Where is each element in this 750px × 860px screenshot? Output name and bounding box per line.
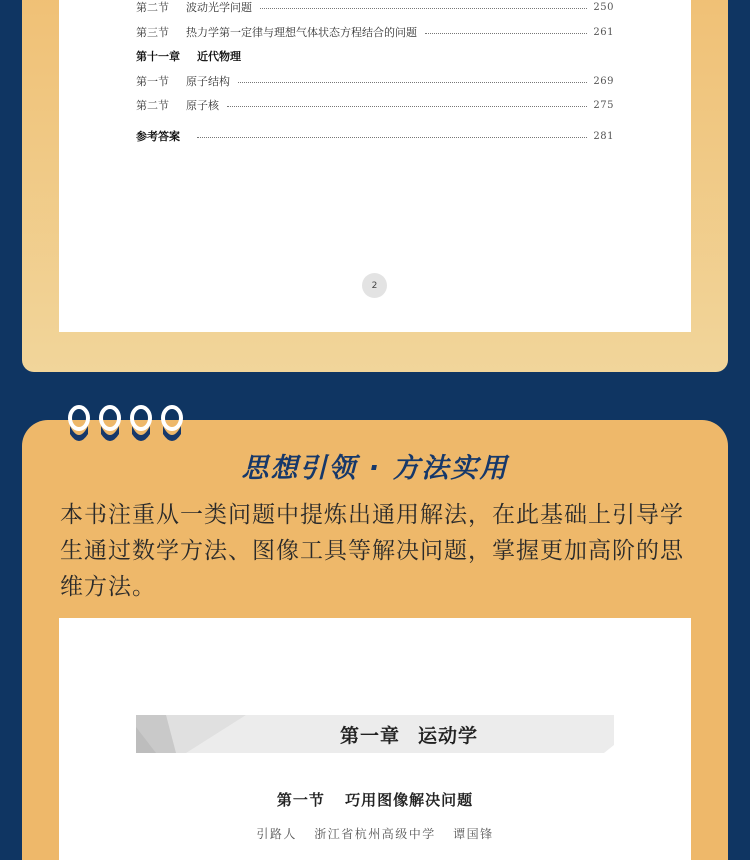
sample-page (59, 618, 691, 860)
toc-leader-dots (227, 106, 587, 107)
toc-page (59, 0, 691, 332)
section-label: 第一节 (276, 791, 325, 809)
section-heading (59, 789, 691, 810)
toc-section: 第二节 (136, 99, 169, 112)
chapter-title: 运动学 (418, 724, 479, 747)
toc-section: 第二节 (136, 1, 169, 14)
toc-entry (136, 73, 614, 89)
toc-leader-dots (197, 137, 587, 138)
toc-title: 原子核 (186, 99, 219, 112)
feature-description: 本书注重从一类问题中提炼出通用解法，在此基础上引导学生通过数学方法、图像工具等解决问题，掌握更加高阶的思维方法。 (60, 502, 684, 600)
toc-leader-dots (425, 33, 587, 34)
toc-page-ref: 261 (593, 26, 614, 38)
byline-role: 引路人 (256, 827, 297, 841)
toc-title: 热力学第一定律与理想气体状态方程结合的问题 (186, 26, 417, 39)
toc-page-ref: 269 (593, 75, 614, 87)
toc-entry (136, 97, 614, 113)
toc-section: 第一节 (136, 75, 169, 88)
toc-entry (136, 0, 614, 15)
feature-headline: 思想引领 · 方法实用 (241, 453, 509, 484)
chapter-label: 第一章 (339, 724, 400, 747)
toc-leader-dots (238, 82, 587, 83)
page-number-badge: 2 (362, 273, 387, 298)
toc-page-ref: 281 (593, 130, 614, 142)
toc-chapter-entry (136, 48, 614, 64)
toc-chapter-title: 近代物理 (197, 50, 241, 63)
toc-page-ref: 250 (593, 1, 614, 13)
byline-affiliation: 浙江省杭州高级中学 (314, 827, 436, 841)
toc-panel (22, 0, 728, 372)
toc-chapter-label: 第十一章 (136, 50, 180, 63)
toc-page-ref: 275 (593, 99, 614, 111)
toc-leader-dots (260, 8, 587, 9)
chapter-heading (239, 715, 579, 753)
section-title: 巧用图像解决问题 (345, 791, 474, 809)
byline-name: 谭国锋 (453, 827, 494, 841)
toc-entry (136, 24, 614, 40)
toc-section: 第三节 (136, 26, 169, 39)
toc-title: 原子结构 (186, 75, 230, 88)
toc-title: 波动光学问题 (186, 1, 252, 14)
binder-rings-icon (66, 404, 186, 444)
toc-answers-entry (136, 128, 614, 144)
byline (59, 825, 691, 842)
toc-answers-label: 参考答案 (136, 130, 180, 143)
